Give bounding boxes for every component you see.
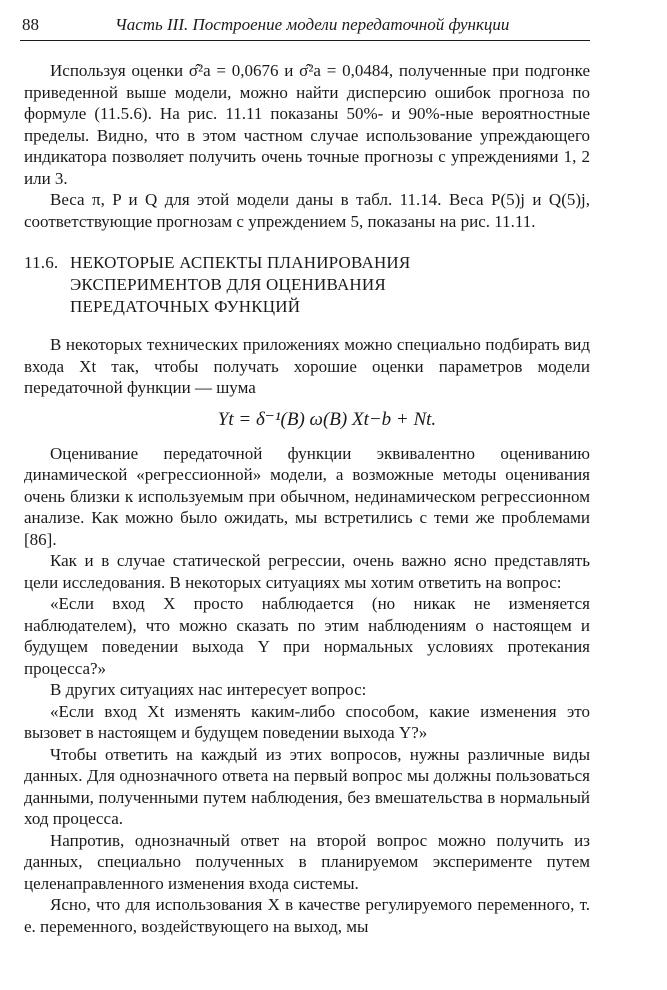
paragraph-planned-experiment: Напротив, однозначный ответ на второй вопрос можно получить из данных, специально полученных в планируемом эксперименте путем целенаправленного изменения входа системы. — [24, 830, 590, 893]
quote-observation-question: «Если вход X просто наблюдается (но никак не изменяется наблюдателем), что можно сказать по этим наблюдениям о настоящем и будущем поведении выхода Y при нормальных условиях протекания процесса?» — [24, 594, 590, 678]
transfer-function-formula: Yt = δ⁻¹(B) ω(B) Xt−b + Nt. — [217, 408, 437, 430]
section-title-line-2: ЭКСПЕРИМЕНТОВ ДЛЯ ОЦЕНИВАНИЯ — [70, 275, 386, 294]
paragraph-forecast-variance: Используя оценки σ̂²a = 0,0676 и σ̂²a = 0,0484, полученные при подгонке приведенной выше модели, можно найти дисперсию ошибок прогноза по формуле (11.5.6). На рис. 11.11 показаны 50%- и 90%-ные вероятностные пределы. Видно, что в этом частном случае использование упреждающего индикатора позволяет получить очень точные прогнозы с упреждениями 1, 2 или 3. — [24, 61, 590, 188]
text-body — [24, 60, 590, 937]
paragraph-weights: Веса π, P и Q для этой модели даны в табл. 11.14. Веса P(5)j и Q(5)j, соответствующие прогнозам с упреждением 5, показаны на рис. 11.11. — [24, 190, 590, 231]
section-title-line-3: ПЕРЕДАТОЧНЫХ ФУНКЦИЙ — [70, 297, 301, 316]
running-title: Часть III. Построение модели передаточной функции — [115, 15, 510, 34]
running-header — [20, 12, 590, 41]
page-number: 88 — [22, 15, 39, 34]
section-number: 11.6. — [24, 253, 59, 272]
paragraph-data-types: Чтобы ответить на каждый из этих вопросов, нужны различные виды данных. Для однозначного ответа на первый вопрос мы должны пользоваться данными, полученными путем наблюдения, без вмешательства в нормальный ход процесса. — [24, 744, 590, 828]
quote-intervention-question: «Если вход Xt изменять каким-либо способом, какие изменения это вызовет в настоящем и будущем поведении выхода Y?» — [24, 701, 590, 742]
paragraph-other-situations: В других ситуациях нас интересует вопрос: — [50, 680, 367, 699]
section-heading — [24, 252, 590, 318]
paragraph-regression-analogy: Оценивание передаточной функции эквивалентно оцениванию динамической «регрессионной» модели, а возможные методы оценивания очень близки к используемым при обычном, нединамическом регрессионном анализе. Как можно было ожидать, мы встретились с теми же проблемами [86]. — [24, 443, 590, 549]
section-title-line-1: НЕКОТОРЫЕ АСПЕКТЫ ПЛАНИРОВАНИЯ — [70, 253, 411, 272]
paragraph-control-variable: Ясно, что для использования X в качестве регулируемого переменного, т. е. переменного, воздействующего на выход, мы — [24, 895, 590, 936]
paragraph-input-design: В некоторых технических приложениях можно специально подбирать вид входа Xt так, чтобы получать хорошие оценки параметров модели передаточной функции — шума — [24, 335, 590, 397]
paragraph-research-goals: Как и в случае статической регрессии, очень важно ясно представлять цели исследования. В некоторых ситуациях мы хотим ответить на вопрос: — [24, 551, 590, 592]
